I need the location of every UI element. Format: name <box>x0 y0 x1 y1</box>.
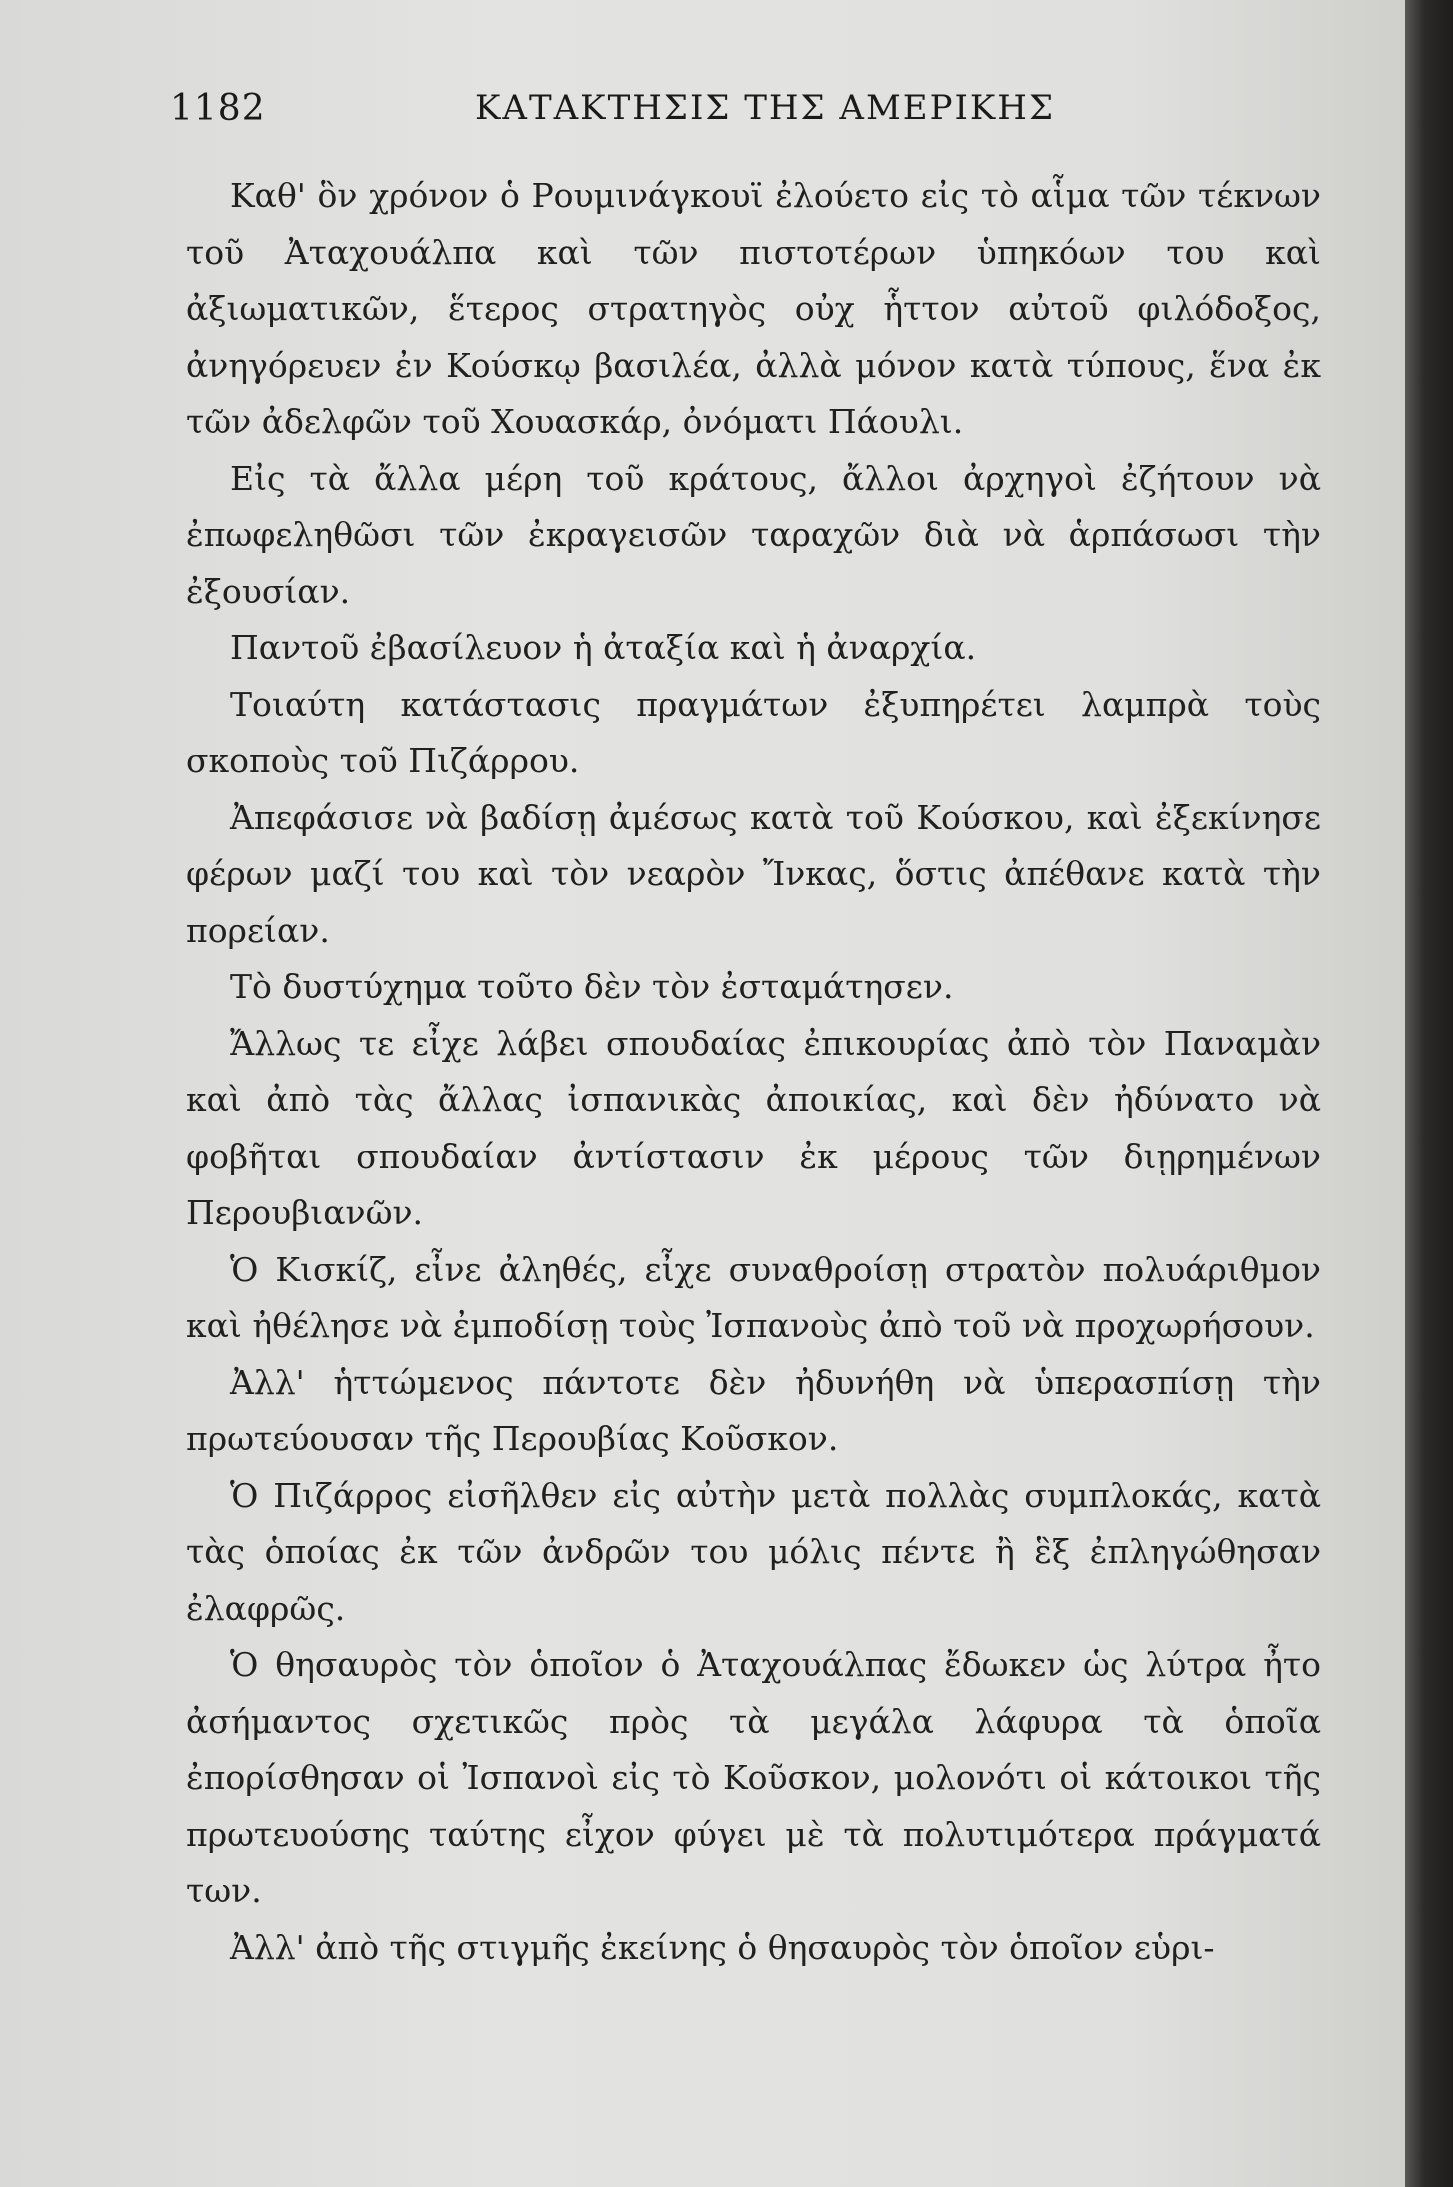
paragraph: Τοιαύτη κατάστασις πραγμάτων ἐξυπηρέτει λαμπρὰ τοὺς σκοποὺς τοῦ Πιζάρρου. <box>186 684 1321 780</box>
paragraph: Ἄλλως τε εἶχε λάβει σπουδαίας ἐπικουρίας ἀπὸ τὸν Παναμὰν καὶ ἀπὸ τὰς ἄλλας ἰσπανικὰς ἀποικίας, καὶ δὲν ἠδύνατο νὰ φοβῆται σπουδαίαν ἀντίστασιν ἐκ μέρους τῶν διῃρημένων Περουβιανῶν. <box>186 1023 1321 1232</box>
paragraph: Ὁ Πιζάρρος εἰσῆλθεν εἰς αὐτὴν μετὰ πολλὰς συμπλοκάς, κατὰ τὰς ὁποίας ἐκ τῶν ἀνδρῶν του μόλις πέντε ἢ ἓξ ἐπληγώθησαν ἐλαφρῶς. <box>186 1475 1321 1628</box>
body-text <box>186 168 1321 1976</box>
paragraph: Παντοῦ ἐβασίλευον ἡ ἀταξία καὶ ἡ ἀναρχία. <box>230 628 977 667</box>
book-spine-shadow <box>1405 0 1453 2187</box>
paragraph: Τὸ δυστύχημα τοῦτο δὲν τὸν ἐσταμάτησεν. <box>230 967 954 1006</box>
page-number: 1182 <box>170 88 266 129</box>
paragraph: Ὁ θησαυρὸς τὸν ὁποῖον ὁ Ἀταχουάλπας ἔδωκεν ὡς λύτρα ἦτο ἀσήμαντος σχετικῶς πρὸς τὰ μεγάλα λάφυρα τὰ ὁποῖα ἐπορίσθησαν οἱ Ἰσπανοὶ εἰς τὸ Κοῦσκον, μολονότι οἱ κάτοικοι τῆς πρωτευούσης ταύτης εἶχον φύγει μὲ τὰ πολυτιμότερα πράγματά των. <box>186 1645 1321 1910</box>
paragraph: Ἀλλ' ἡττώμενος πάντοτε δὲν ἠδυνήθη νὰ ὑπερασπίσῃ τὴν πρωτεύουσαν τῆς Περουβίας Κοῦσκον. <box>186 1362 1321 1458</box>
paragraph: Εἰς τὰ ἄλλα μέρη τοῦ κράτους, ἄλλοι ἀρχηγοὶ ἐζήτουν νὰ ἐπωφεληθῶσι τῶν ἐκραγεισῶν ταραχῶν διὰ νὰ ἁρπάσωσι τὴν ἐξουσίαν. <box>186 458 1321 611</box>
paragraph: Ἀπεφάσισε νὰ βαδίσῃ ἀμέσως κατὰ τοῦ Κούσκου, καὶ ἐξεκίνησε φέρων μαζί του καὶ τὸν νεαρὸν Ἴνκας, ὅστις ἀπέθανε κατὰ τὴν πορείαν. <box>186 797 1321 950</box>
page-header <box>170 88 1280 138</box>
running-title: ΚΑΤΑΚΤΗΣΙΣ ΤΗΣ ΑΜΕΡΙΚΗΣ <box>475 88 1055 128</box>
paragraph: Ἀλλ' ἀπὸ τῆς στιγμῆς ἐκείνης ὁ θησαυρὸς τὸν ὁποῖον εὑρι- <box>230 1927 1215 1967</box>
paragraph: Ὁ Κισκίζ, εἶνε ἀληθές, εἶχε συναθροίσῃ στρατὸν πολυάριθμον καὶ ἠθέλησε νὰ ἐμποδίσῃ τοὺς Ἰσπανοὺς ἀπὸ τοῦ νὰ προχωρήσουν. <box>186 1249 1321 1345</box>
paragraph: Καθ' ὃν χρόνον ὁ Ρουμινάγκουϊ ἐλούετο εἰς τὸ αἷμα τῶν τέκνων τοῦ Ἀταχουάλπα καὶ τῶν πιστοτέρων ὑπηκόων του καὶ ἀξιωματικῶν, ἕτερος στρατηγὸς οὐχ ἧττον αὐτοῦ φιλόδοξος, ἀνηγόρευεν ἐν Κούσκῳ βασιλέα, ἀλλὰ μόνον κατὰ τύπους, ἕνα ἐκ τῶν ἀδελφῶν τοῦ Χουασκάρ, ὀνόματι Πάουλι. <box>186 176 1321 441</box>
